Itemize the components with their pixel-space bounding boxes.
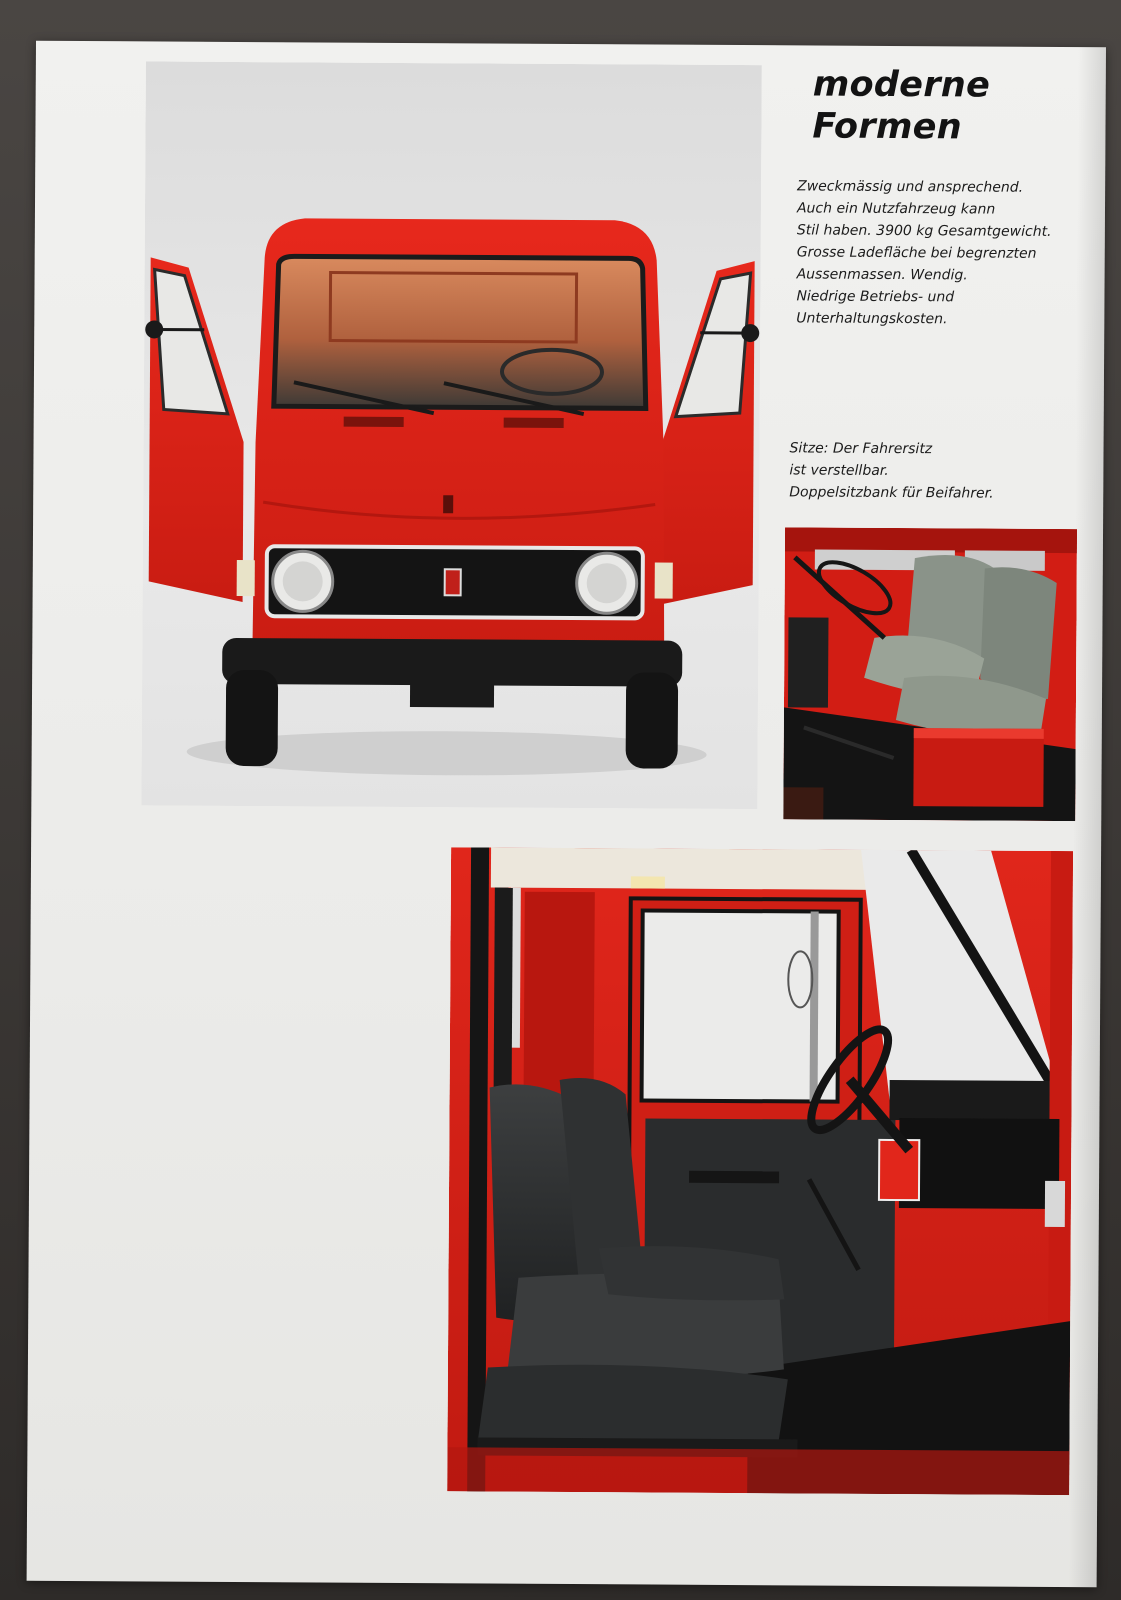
intro-line: Niedrige Betriebs- und [796, 288, 955, 306]
seats-caption [789, 437, 1089, 505]
intro-line: Aussenmassen. Wendig. [796, 266, 968, 284]
intro-paragraph [796, 175, 1097, 331]
seats-line: Sitze: Der Fahrersitz [789, 440, 933, 458]
intro-line: Stil haben. 3900 kg Gesamtgewicht. [796, 222, 1052, 240]
heading-line-1: moderne [812, 64, 991, 106]
intro-line: Unterhaltungskosten. [796, 310, 948, 328]
intro-line: Grosse Ladefläche bei begrenzten [796, 244, 1037, 262]
seat-bench-photo [783, 527, 1077, 821]
cab-interior-photo [447, 847, 1073, 1495]
intro-line: Auch ein Nutzfahrzeug kann [796, 200, 996, 218]
heading-line-2: Formen [812, 106, 963, 148]
seats-line: ist verstellbar. [789, 462, 889, 479]
truck-front-photo [141, 61, 762, 809]
seats-line: Doppelsitzbank für Beifahrer. [789, 484, 994, 502]
intro-line: Zweckmässig und ansprechend. [797, 178, 1024, 196]
brochure-page [27, 41, 1106, 1588]
page-heading [812, 63, 990, 148]
